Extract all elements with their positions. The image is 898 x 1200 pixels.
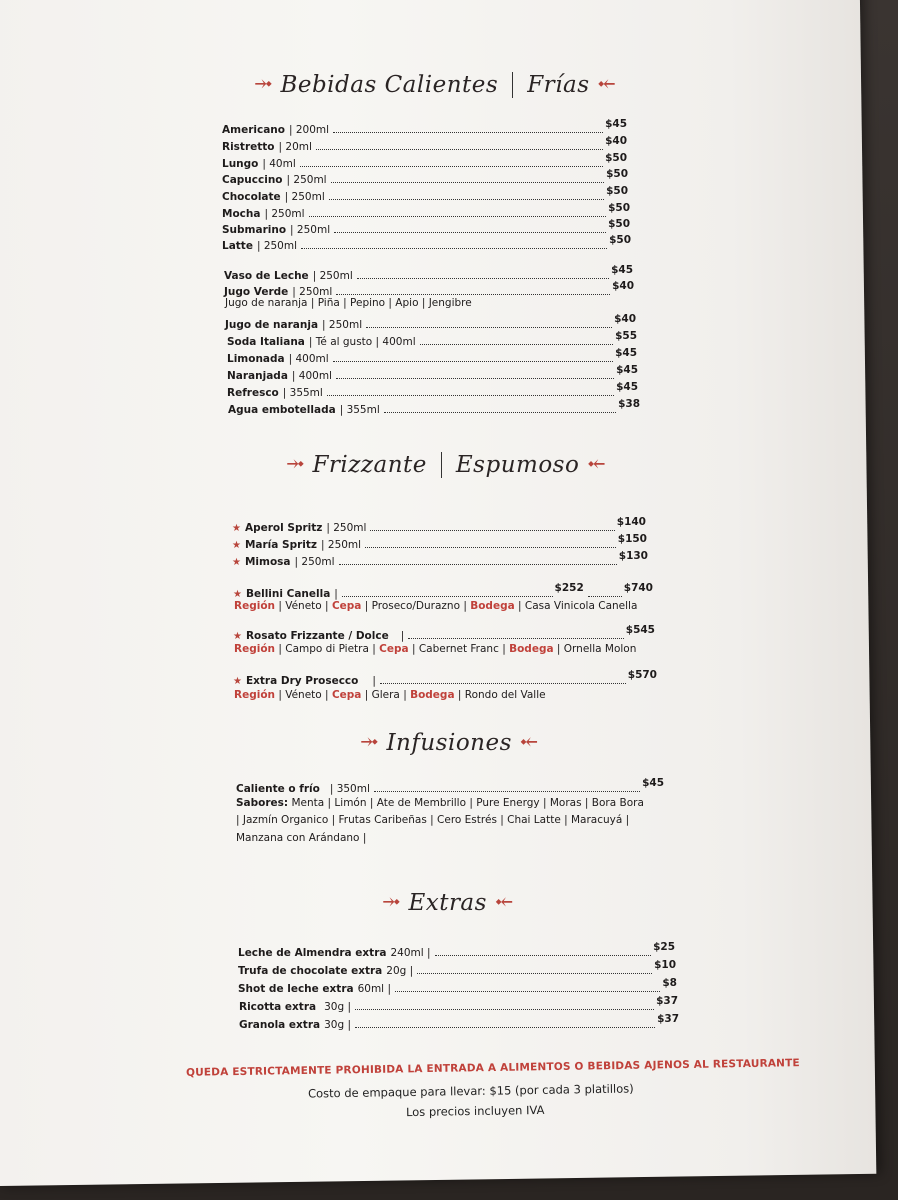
left-ornament-icon: ⤞ bbox=[382, 890, 401, 915]
menu-item: Limonada | 400ml $45 bbox=[227, 347, 637, 365]
menu-item: ★ Mimosa | 250ml $130 bbox=[232, 550, 648, 568]
item-description: Jugo de naranja | Piña | Pepino | Apio | Jengibre bbox=[225, 297, 472, 309]
menu-item: Ristretto | 20ml $40 bbox=[222, 135, 627, 153]
footer-warning: QUEDA ESTRICTAMENTE PROHIBIDA LA ENTRADA A ALIMENTOS O BEBIDAS AJENOS AL RESTAURANTE bbox=[185, 1057, 800, 1079]
right-ornament-icon: ⤝ bbox=[494, 890, 514, 915]
menu-item: Americano | 200ml $45 bbox=[222, 118, 627, 136]
menu-item: Latte | 250ml $50 bbox=[222, 234, 631, 252]
menu-item-extra: Ricotta extra 30g | $37 bbox=[239, 995, 678, 1013]
flavors-line-2: | Jazmín Organico | Frutas Caribeñas | Cero Estrés | Chai Latte | Maracuyá | bbox=[236, 814, 630, 826]
section-title-infusiones bbox=[360, 730, 538, 756]
menu-item: ★ Aperol Spritz | 250ml $140 bbox=[232, 516, 646, 534]
star-icon: ★ bbox=[233, 676, 242, 687]
left-ornament-icon: ⤞ bbox=[286, 452, 305, 477]
title-divider bbox=[512, 72, 513, 98]
left-ornament-icon: ⤞ bbox=[360, 730, 379, 755]
title-calientes: Bebidas Calientes bbox=[280, 72, 499, 98]
title-frizzante: Frizzante bbox=[312, 452, 427, 478]
menu-item: Jugo de naranja | 250ml $40 bbox=[225, 313, 636, 331]
title-extras: Extras bbox=[408, 890, 487, 916]
menu-item-extra: Shot de leche extra 60ml | $8 bbox=[238, 977, 677, 995]
star-icon: ★ bbox=[232, 540, 241, 551]
star-icon: ★ bbox=[232, 523, 241, 534]
star-icon: ★ bbox=[232, 557, 241, 568]
menu-item: Vaso de Leche | 250ml $45 bbox=[224, 264, 633, 282]
section-title-calientes bbox=[254, 72, 616, 98]
title-espumoso: Espumoso bbox=[455, 452, 580, 478]
right-ornament-icon: ⤝ bbox=[597, 72, 616, 97]
wine-details: Región | Campo di Pietra | Cepa | Cabernet Franc | Bodega | Ornella Molon bbox=[234, 643, 637, 655]
menu-item: Refresco | 355ml $45 bbox=[227, 381, 638, 399]
menu-item: Mocha | 250ml $50 bbox=[222, 202, 630, 220]
star-icon: ★ bbox=[233, 589, 242, 600]
left-ornament-icon: ⤞ bbox=[254, 72, 273, 97]
menu-item-infusion: Caliente o frío | 350ml $45 bbox=[236, 777, 664, 795]
menu-item: Capuccino | 250ml $50 bbox=[222, 168, 628, 186]
footer-packaging: Costo de empaque para llevar: $15 (por cada 3 platillos) bbox=[307, 1081, 634, 1101]
menu-item-prosecco: ★ Extra Dry Prosecco | $570 bbox=[233, 669, 657, 687]
menu-item-bellini: ★ Bellini Canella | $252 $740 bbox=[233, 582, 653, 600]
section-title-frizzante bbox=[286, 452, 606, 478]
menu-item: Lungo | 40ml $50 bbox=[222, 152, 627, 170]
menu-item-extra: Trufa de chocolate extra 20g | $10 bbox=[238, 959, 676, 977]
wine-details: Región | Véneto | Cepa | Proseco/Durazno | Bodega | Casa Vinicola Canella bbox=[234, 600, 638, 612]
right-ornament-icon: ⤝ bbox=[519, 730, 539, 755]
star-icon: ★ bbox=[233, 631, 242, 642]
menu-item: Soda Italiana | Té al gusto | 400ml $55 bbox=[227, 330, 637, 348]
right-ornament-icon: ⤝ bbox=[587, 452, 606, 477]
footer-iva: Los precios incluyen IVA bbox=[405, 1102, 545, 1120]
title-divider bbox=[441, 452, 442, 478]
section-title-extras bbox=[382, 890, 513, 916]
menu-item-rosato: ★ Rosato Frizzante / Dolce | $545 bbox=[233, 624, 655, 642]
menu-item: Chocolate | 250ml $50 bbox=[222, 185, 628, 203]
menu-item: Submarino | 250ml $50 bbox=[222, 218, 630, 236]
menu-item: Naranjada | 400ml $45 bbox=[227, 364, 638, 382]
wine-details: Región | Véneto | Cepa | Glera | Bodega | Rondo del Valle bbox=[234, 689, 546, 701]
flavors-line-1: Sabores: Menta | Limón | Ate de Membrillo | Pure Energy | Moras | Bora Bora bbox=[236, 797, 644, 809]
menu-item: ★ María Spritz | 250ml $150 bbox=[232, 533, 647, 551]
menu-item: Jugo Verde | 250ml $40 bbox=[224, 280, 634, 298]
title-frias: Frías bbox=[527, 72, 590, 98]
menu-item-extra: Granola extra 30g | $37 bbox=[239, 1013, 679, 1031]
flavors-line-3: Manzana con Arándano | bbox=[236, 832, 367, 844]
menu-item: Agua embotellada | 355ml $38 bbox=[228, 398, 640, 416]
menu-item-extra: Leche de Almendra extra 240ml | $25 bbox=[238, 941, 675, 959]
title-infusiones: Infusiones bbox=[386, 730, 512, 756]
